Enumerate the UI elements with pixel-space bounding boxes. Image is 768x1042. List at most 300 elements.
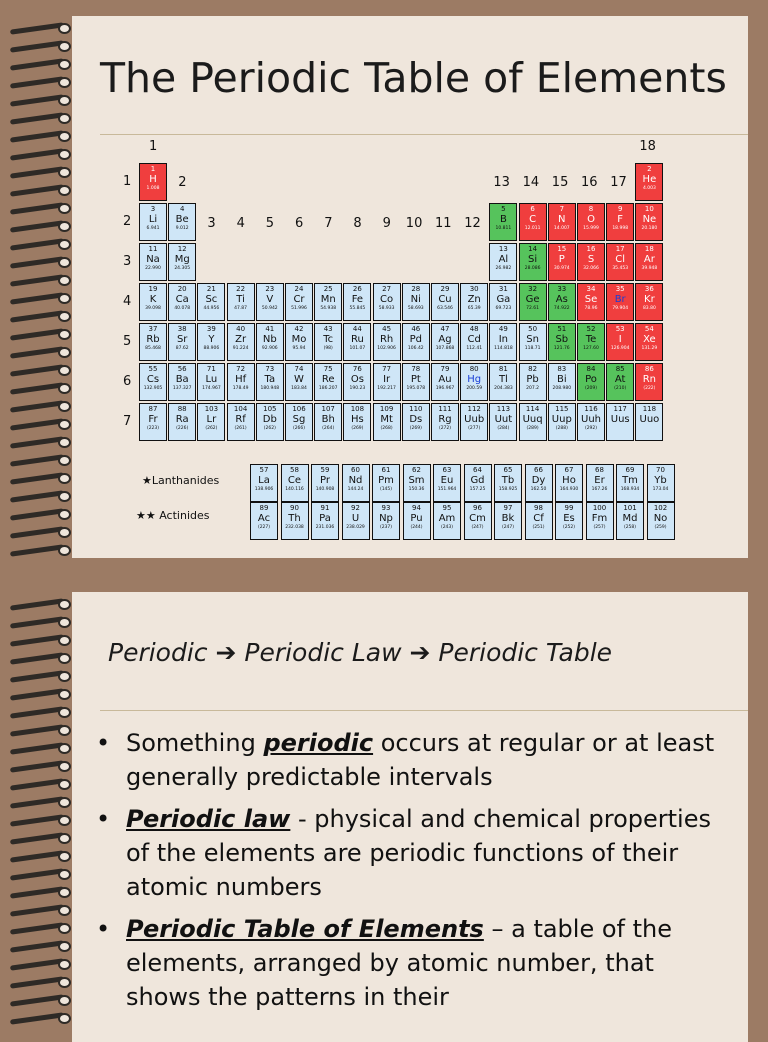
element-pr (311, 464, 339, 502)
spiral-coil (10, 276, 72, 286)
atomic-mass: 196.967 (435, 386, 455, 391)
element-rf (227, 403, 255, 441)
element-yb (647, 464, 675, 502)
spiral-coil (10, 312, 72, 322)
atomic-mass: 231.036 (315, 525, 335, 530)
spiral-coil (10, 294, 72, 304)
atomic-mass: 79.904 (612, 306, 629, 311)
element-symbol: Uuo (639, 414, 660, 425)
atomic-mass: 18.998 (612, 226, 629, 231)
atomic-mass: 127.60 (583, 346, 599, 351)
spiral-coil (10, 492, 72, 502)
element-ge (519, 283, 547, 321)
element-al (489, 243, 517, 281)
element-db (256, 403, 284, 441)
element-uub (460, 403, 488, 441)
atomic-mass: 132.905 (143, 386, 163, 391)
atomic-number: 62 (412, 466, 421, 474)
element-symbol: Sc (205, 294, 218, 305)
atomic-mass: (289) (526, 426, 539, 431)
atomic-mass: 204.383 (494, 386, 513, 391)
bullet-symbol: • (96, 915, 111, 943)
element-p (548, 243, 576, 281)
atomic-number: 49 (498, 325, 508, 333)
element-symbol: Tl (498, 374, 508, 385)
atomic-number: 102 (653, 504, 668, 512)
atomic-mass: 144.24 (347, 487, 364, 492)
atomic-mass: (227) (257, 525, 271, 530)
bullet-term: Periodic law (126, 805, 291, 833)
element-sm (403, 464, 431, 502)
atomic-mass: (244) (410, 525, 423, 530)
element-pt (402, 363, 430, 401)
atomic-number: 60 (351, 466, 360, 474)
period-label: 3 (123, 254, 132, 269)
spiral-coil (10, 618, 72, 628)
bullet-text: - physical and chemical properties of the elements are periodic functions of their atomic numbers (126, 805, 711, 901)
bullet-list (96, 726, 726, 1022)
element-uus (606, 403, 634, 441)
atomic-number: 99 (564, 504, 574, 512)
element-ca (168, 283, 196, 321)
element-as (548, 283, 576, 321)
atomic-number: 38 (177, 325, 187, 333)
element-rg (431, 403, 459, 441)
element-symbol: Al (498, 254, 509, 265)
atomic-number: 22 (236, 285, 246, 293)
atomic-mass: 106.42 (407, 346, 424, 351)
atomic-mass: 167.26 (591, 487, 608, 492)
element-s (577, 243, 605, 281)
atomic-mass: (261) (234, 426, 247, 431)
element-np (372, 502, 400, 540)
atomic-number: 95 (442, 504, 452, 512)
element-pb (519, 363, 547, 401)
element-li (139, 203, 167, 241)
element-xe (635, 323, 663, 361)
element-symbol: Er (594, 475, 605, 486)
atomic-number: 27 (382, 285, 392, 293)
element-symbol: Eu (440, 475, 454, 486)
spiral-coil (10, 780, 72, 790)
group-label: 4 (236, 216, 245, 231)
lanthanides-label: ★Lanthanides (142, 474, 220, 487)
element-ta (256, 363, 284, 401)
atomic-mass: (292) (584, 426, 598, 431)
atomic-mass: 164.930 (559, 487, 579, 492)
atomic-number: 53 (615, 325, 625, 333)
element-es (555, 502, 583, 540)
atomic-number: 114 (525, 405, 540, 413)
element-symbol: Ga (496, 294, 511, 305)
atomic-number: 112 (467, 405, 481, 413)
period-label: 1 (123, 174, 132, 189)
group-label: 12 (464, 216, 481, 231)
element-symbol: Sr (176, 334, 188, 345)
atomic-number: 64 (473, 466, 482, 474)
element-se (577, 283, 605, 321)
element-kr (635, 283, 663, 321)
element-symbol: Rf (235, 414, 246, 425)
atomic-mass: (268) (380, 426, 393, 431)
atomic-number: 71 (206, 365, 216, 373)
atomic-mass: (262) (263, 426, 276, 431)
atomic-mass: (259) (654, 525, 667, 530)
element-cu (431, 283, 459, 321)
atomic-mass: 192.217 (377, 386, 396, 391)
atomic-mass: 140.116 (285, 487, 304, 492)
atomic-number: 30 (469, 285, 479, 293)
atomic-number: 43 (323, 325, 333, 333)
atomic-mass: (247) (471, 525, 484, 530)
element-symbol: Md (622, 513, 638, 524)
atomic-number: 109 (379, 405, 394, 413)
spiral-coil (10, 330, 72, 340)
element-sc (197, 283, 225, 321)
atomic-number: 20 (177, 285, 187, 293)
bullet-text: – a table of the elements, arranged by atomic number, that shows the patterns in their (126, 915, 672, 1011)
bullet-item (96, 726, 726, 794)
element-symbol: Zr (235, 334, 247, 345)
element-si (519, 243, 547, 281)
element-symbol: Rn (642, 374, 657, 385)
element-he (635, 163, 663, 201)
atomic-number: 13 (498, 245, 508, 253)
element-symbol: Cf (533, 513, 544, 524)
element-symbol: Cm (469, 513, 486, 524)
atomic-mass: 58.693 (407, 306, 424, 311)
atomic-mass: 140.908 (315, 487, 335, 492)
element-zn (460, 283, 488, 321)
atomic-number: 7 (559, 205, 565, 213)
element-symbol: Fr (148, 414, 158, 425)
atomic-mass: 178.49 (232, 386, 249, 391)
atomic-mass: (262) (205, 426, 218, 431)
element-symbol: Ne (642, 214, 657, 225)
atomic-mass: 15.999 (583, 226, 599, 231)
element-eu (433, 464, 461, 502)
element-bi (548, 363, 576, 401)
element-gd (464, 464, 492, 502)
element-symbol: Ds (409, 414, 423, 425)
element-sr (168, 323, 196, 361)
atomic-number: 86 (644, 365, 654, 373)
element-h (139, 163, 167, 201)
atomic-number: 83 (557, 365, 567, 373)
group-label: 3 (207, 216, 216, 231)
atomic-number: 3 (150, 205, 156, 213)
atomic-mass: 190.23 (349, 386, 366, 391)
spiral-coil (10, 348, 72, 358)
spiral-coil (10, 402, 72, 412)
element-symbol: Yb (654, 475, 667, 486)
atomic-number: 36 (644, 285, 654, 293)
atomic-mass: 95.94 (292, 346, 306, 351)
spiral-coil (10, 870, 72, 880)
atomic-number: 65 (503, 466, 513, 474)
atomic-number: 97 (503, 504, 513, 512)
element-te (577, 323, 605, 361)
atomic-number: 72 (236, 365, 246, 373)
element-symbol: Uut (494, 414, 513, 425)
spiral-coil (10, 42, 72, 52)
element-am (433, 502, 461, 540)
element-hg (460, 363, 488, 401)
atomic-number: 118 (642, 405, 657, 413)
spiral-coil (10, 528, 72, 538)
atomic-number: 46 (411, 325, 421, 333)
spiral-binding-bottom (0, 592, 80, 1024)
atomic-number: 69 (625, 466, 635, 474)
element-cm (464, 502, 492, 540)
atomic-number: 82 (528, 365, 538, 373)
element-tl (489, 363, 517, 401)
atomic-mass: 107.868 (435, 346, 455, 351)
atomic-mass: 83.80 (642, 306, 656, 311)
spiral-coil (10, 708, 72, 718)
element-symbol: Pt (410, 374, 421, 385)
atomic-mass: 87.62 (175, 346, 189, 351)
element-symbol: Lu (205, 374, 218, 385)
atomic-mass: 168.934 (620, 487, 640, 492)
element-symbol: Mo (291, 334, 307, 345)
element-sg (285, 403, 313, 441)
atomic-mass: 200.59 (466, 386, 483, 391)
element-symbol: Ba (175, 374, 189, 385)
spiral-binding-top (0, 16, 80, 558)
atomic-mass: (98) (323, 346, 333, 351)
element-symbol: Re (321, 374, 335, 385)
element-symbol: Ru (350, 334, 364, 345)
element-symbol: Mn (320, 294, 336, 305)
atomic-number: 26 (352, 285, 362, 293)
atomic-mass: 91.224 (232, 346, 249, 351)
element-symbol: Be (175, 214, 189, 225)
spiral-coil (10, 834, 72, 844)
element-symbol: Nb (262, 334, 277, 345)
atomic-mass: 195.078 (406, 386, 426, 391)
element-symbol: In (498, 334, 509, 345)
spiral-coil (10, 636, 72, 646)
atomic-mass: (264) (322, 426, 335, 431)
element-symbol: Xe (643, 334, 656, 345)
element-au (431, 363, 459, 401)
element-symbol: Uuh (581, 414, 601, 425)
element-symbol: Uup (551, 414, 572, 425)
element-fr (139, 403, 167, 441)
element-symbol: La (258, 475, 270, 486)
atomic-mass: 22.990 (145, 266, 161, 271)
element-symbol: Rh (379, 334, 394, 345)
element-hs (343, 403, 371, 441)
atomic-mass: 173.04 (652, 487, 669, 492)
atomic-mass: (257) (593, 525, 606, 530)
slide-title: The Periodic Table of Elements (100, 54, 727, 102)
atomic-number: 88 (177, 405, 187, 413)
element-ce (281, 464, 309, 502)
element-symbol: Pb (526, 374, 539, 385)
atomic-mass: 54.938 (320, 306, 337, 311)
element-symbol: Uub (464, 414, 485, 425)
group-label: 6 (295, 216, 304, 231)
element-zr (227, 323, 255, 361)
atomic-number: 61 (381, 466, 391, 474)
element-hf (227, 363, 255, 401)
atomic-number: 15 (557, 245, 567, 253)
spiral-coil (10, 744, 72, 754)
atomic-mass: 232.038 (285, 525, 304, 530)
atomic-number: 40 (236, 325, 246, 333)
spiral-coil (10, 798, 72, 808)
spiral-coil (10, 600, 72, 610)
atomic-mass: (252) (562, 525, 576, 530)
atomic-number: 12 (177, 245, 187, 253)
atomic-mass: 35.453 (612, 266, 629, 271)
atomic-mass: 150.36 (408, 487, 425, 492)
spiral-coil (10, 906, 72, 916)
spiral-coil (10, 186, 72, 196)
atomic-number: 45 (382, 325, 392, 333)
spiral-coil (10, 690, 72, 700)
spiral-coil (10, 726, 72, 736)
atomic-mass: 12.011 (524, 226, 541, 231)
bullet-term: Periodic Table of Elements (126, 915, 484, 943)
atomic-mass: (226) (176, 426, 189, 431)
atomic-mass: (272) (438, 426, 452, 431)
atomic-number: 10 (644, 205, 654, 213)
spiral-coil (10, 960, 72, 970)
atomic-mass: 180.948 (260, 386, 280, 391)
element-uut (489, 403, 517, 441)
element-symbol: Ra (175, 414, 189, 425)
atomic-number: 47 (440, 325, 450, 333)
bullet-item (96, 802, 726, 904)
group-label: 11 (435, 216, 452, 231)
atomic-number: 55 (148, 365, 158, 373)
element-v (256, 283, 284, 321)
atomic-number: 78 (411, 365, 421, 373)
atomic-mass: (237) (379, 525, 393, 530)
atomic-number: 91 (320, 504, 330, 512)
atomic-number: 11 (148, 245, 158, 253)
element-bh (314, 403, 342, 441)
atomic-mass: (269) (351, 426, 364, 431)
element-symbol: Dy (531, 475, 546, 486)
atomic-number: 16 (586, 245, 596, 253)
atomic-number: 98 (534, 504, 543, 512)
element-cf (525, 502, 553, 540)
atomic-number: 66 (534, 466, 543, 474)
element-symbol: Si (528, 254, 538, 265)
element-ag (431, 323, 459, 361)
element-uuq (519, 403, 547, 441)
atomic-number: 103 (204, 405, 219, 413)
atomic-mass: 174.967 (202, 386, 221, 391)
atomic-number: 101 (623, 504, 637, 512)
element-tb (494, 464, 522, 502)
element-symbol: K (149, 294, 157, 305)
atomic-number: 63 (442, 466, 452, 474)
element-symbol: Se (584, 294, 598, 305)
group-label: 9 (382, 216, 391, 231)
spiral-coil (10, 60, 72, 70)
atomic-mass: 50.942 (261, 306, 278, 311)
element-symbol: Hf (235, 374, 247, 385)
bullet-symbol: • (96, 805, 111, 833)
element-b (489, 203, 517, 241)
element-tm (616, 464, 644, 502)
element-symbol: Bi (556, 374, 567, 385)
element-u (342, 502, 370, 540)
element-cl (606, 243, 634, 281)
atomic-number: 85 (615, 365, 625, 373)
element-mo (285, 323, 313, 361)
element-at (606, 363, 634, 401)
element-symbol: C (529, 214, 537, 225)
spiral-coil (10, 762, 72, 772)
spiral-coil (10, 816, 72, 826)
atomic-mass: 20.180 (641, 226, 658, 231)
element-symbol: Sn (526, 334, 539, 345)
atomic-number: 33 (557, 285, 567, 293)
element-ga (489, 283, 517, 321)
atomic-mass: 14.007 (553, 226, 570, 231)
element-fe (343, 283, 371, 321)
spiral-coil (10, 888, 72, 898)
atomic-number: 107 (321, 405, 335, 413)
spiral-coil (10, 510, 72, 520)
atomic-number: 41 (265, 325, 275, 333)
element-symbol: At (614, 374, 626, 385)
element-symbol: F (617, 214, 624, 225)
element-nd (342, 464, 370, 502)
atomic-mass: 92.906 (261, 346, 278, 351)
element-sb (548, 323, 576, 361)
group-label: 15 (551, 175, 569, 190)
element-symbol: V (266, 294, 274, 305)
atomic-number: 67 (564, 466, 574, 474)
element-c (519, 203, 547, 241)
atomic-number: 28 (411, 285, 421, 293)
element-rn (635, 363, 663, 401)
element-uuo (635, 403, 663, 441)
atomic-number: 75 (323, 365, 333, 373)
element-symbol: Es (563, 513, 575, 524)
atomic-mass: 138.906 (254, 487, 274, 492)
atomic-mass: 88.906 (203, 346, 220, 351)
atomic-number: 24 (294, 285, 304, 293)
element-symbol: Am (438, 513, 456, 524)
atomic-number: 17 (615, 245, 625, 253)
spiral-coil (10, 150, 72, 160)
atomic-mass: 26.982 (495, 266, 512, 271)
element-co (373, 283, 401, 321)
slide-periodic-table (72, 16, 748, 558)
element-symbol: Tc (323, 334, 334, 345)
element-pa (311, 502, 339, 540)
atomic-number: 104 (233, 405, 248, 413)
bullet-term: periodic (263, 729, 374, 757)
element-symbol: Bk (501, 513, 515, 524)
atomic-number: 14 (528, 245, 538, 253)
element-symbol: He (642, 174, 657, 185)
atomic-mass: 10.811 (495, 226, 512, 231)
atomic-number: 57 (259, 466, 269, 474)
element-no (647, 502, 675, 540)
element-symbol: Mt (380, 414, 393, 425)
atomic-mass: 65.39 (467, 306, 481, 311)
atomic-mass: 157.25 (469, 487, 486, 492)
